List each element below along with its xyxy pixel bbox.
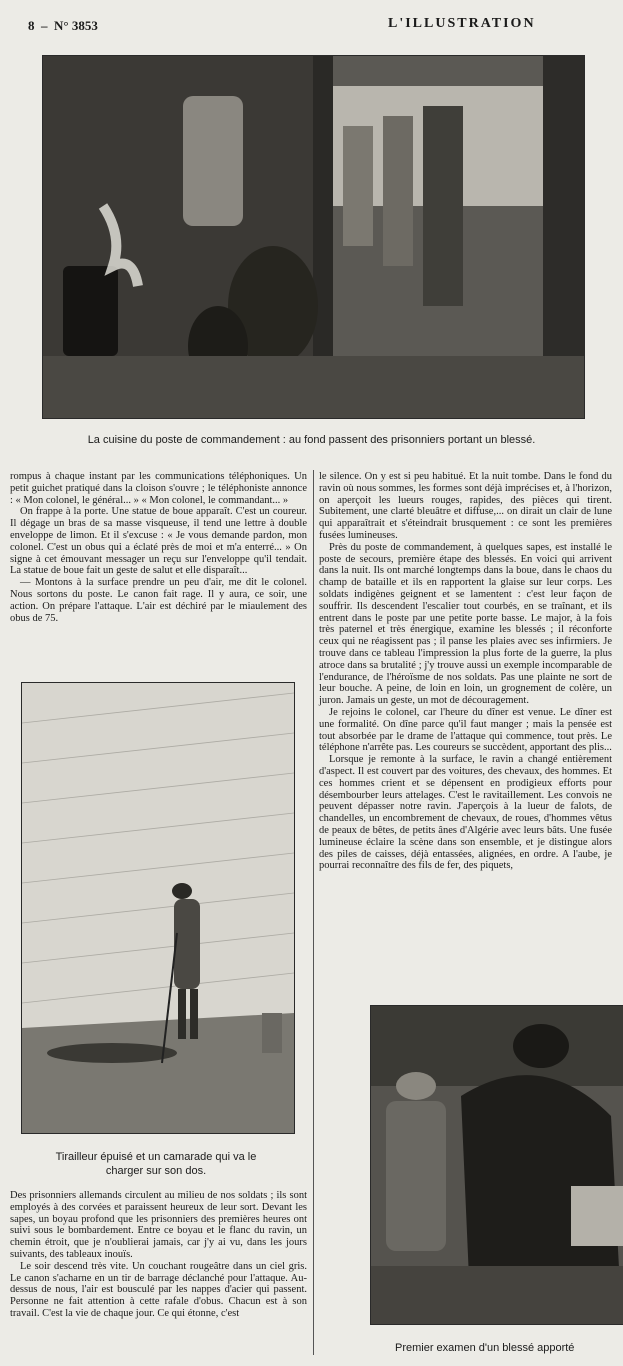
text-column-1-top	[10, 471, 307, 624]
caption-right: Premier examen d'un blessé apporté	[395, 1342, 575, 1354]
caption-top: La cuisine du poste de commandement : au fond passent des prisonniers portant un blessé.	[87, 434, 536, 446]
column-divider	[313, 470, 314, 1355]
paragraph: Des prisonniers allemands circulent au milieu de nos soldats ; ils sont employés à des corvées et paraissent heureux de leur sort. Devant les sapes, un boyau profond que les prisonniers des premières heures ont suivi sous le bombardement. Entre ce boyau et le flanc du ravin, un chemin étroit, que je n'oublierai jamais, car j'y ai vu, dans les jours suivants, des tableaux inouïs.	[10, 1190, 307, 1260]
text-column-2	[319, 471, 612, 872]
caption-left: Tirailleur épuisé et un camarade qui va le charger sur son dos.	[55, 1151, 257, 1177]
text-column-1-bottom	[10, 1190, 307, 1320]
paragraph: Près du poste de commandement, à quelques sapes, est installé le poste de secours, première étape des blessés. En voici qui arrivent dans la nuit. Ils ont marché longtemps dans la boue, dans le chaos du champ de bataille et ils en rapportent la glaise sur leur corps. Les soldats indigènes geignent et se lamentent : c'est leur façon de souffrir. Ils descendent l'escalier tout courbés, en se traînant, et ils entrent dans le poste par une petite porte basse. Le major, à la fois très paternel et très énergique, examine les blessés ; il réconforte ceux qui ne réagissent pas ; il panse les plaies avec ses infirmiers. Je trouve dans ce tableau l'impression la plus forte de la guerre, la plus atroce dans sa brutalité ; j'y trouve aussi un exemple incomparable de l'endurance, de l'héroïsme de nos soldats. Pas une plainte ne sort de leur bouche. A peine, de loin en loin, un grognement de colère, un juron. Jamais un geste, un mot de découragement.	[319, 541, 612, 707]
magazine-title: L'ILLUSTRATION	[388, 16, 536, 31]
paragraph: rompus à chaque instant par les communications téléphoniques. Un petit guichet pratiqué dans la cloison s'ouvre ; le téléphoniste annonce : « Mon colonel, le général... » « Mon colonel, le commandant... »	[10, 471, 307, 506]
paragraph: le silence. On y est si peu habitué. Et la nuit tombe. Dans le fond du ravin où nous sommes, les formes sont déjà imprécises et, à l'horizon, on aperçoit les lueurs rouges, rapides, des pièces qui tirent. Subitement, une clarté bleuâtre et diffuse,... on dirait un clair de lune qui apparaîtrait et s'éteindrait brusquement : ce sont les premières fusées lumineuses.	[319, 471, 612, 541]
illustration-wounded	[370, 1005, 623, 1325]
illustration-soldier	[21, 682, 295, 1134]
issue-number: N° 3853	[54, 18, 98, 33]
page-number-issue: 8 – N° 3853	[28, 18, 98, 33]
page-header	[28, 16, 598, 36]
illustration-kitchen	[42, 55, 585, 419]
paragraph: Je rejoins le colonel, car l'heure du dîner est venue. Le dîner est une formalité. On dîne parce qu'il faut manger ; mais la pensée est tout absorbée par le drame de l'attaque qui commence, tout près. Le téléphone n'arrête pas. Les coureurs se succèdent, apportant des plis...	[319, 706, 612, 754]
paragraph: On frappe à la porte. Une statue de boue apparaît. C'est un coureur. Il dégage un bras de sa masse visqueuse, il tend une lettre à double enveloppe de limon. Et il s'excuse : « Je vous demande pardon, mon colonel. C'est un obus qui a éclaté près de moi et m'a enterré... » On signe à cet émouvant messager un reçu sur l'enveloppe qu'il tendait. La statue de boue fait un geste de salut et elle disparaît...	[10, 506, 307, 577]
paragraph: — Montons à la surface prendre un peu d'air, me dit le colonel. Nous sortons du poste. Le canon fait rage. Il y aura, ce soir, une action. On prépare l'attaque. L'air est déchiré par le miaulement des obus de 75.	[10, 577, 307, 624]
paragraph: Le soir descend très vite. Un couchant rougeâtre dans un ciel gris. Le canon s'acharne en un tir de barrage déclanché pour l'attaque. Au-dessus de nous, l'air est bousculé par les nappes d'acier qui passent. Personne ne fait attention à cette rafale d'obus. Chacun est à son travail. C'est la vie de chaque jour. Ce qui étonne, c'est	[10, 1260, 307, 1319]
paragraph: Lorsque je remonte à la surface, le ravin a changé entièrement d'aspect. Il est couvert par des voitures, des chevaux, des hommes. Et ces hommes crient et se dépensent en prodigieux efforts pour désembourber leurs attelages. C'est le ravitaillement. Les convois ne peuvent dépasser notre ravin. J'aperçois à la lueur de falots, de chandelles, un encombrement de chevaux, de roues, d'hommes vêtus de peaux de bêtes, de petits ânes d'Algérie avec leurs bâts. Une fusée lumineuse éclaire la scène dans son ensemble, et je distingue alors des piles de caisses, déjà entassées, alignées, en ordre. A l'aube, je pourrai reconnaître des fils de fer, des piquets,	[319, 754, 612, 872]
page-number: 8	[28, 18, 35, 33]
